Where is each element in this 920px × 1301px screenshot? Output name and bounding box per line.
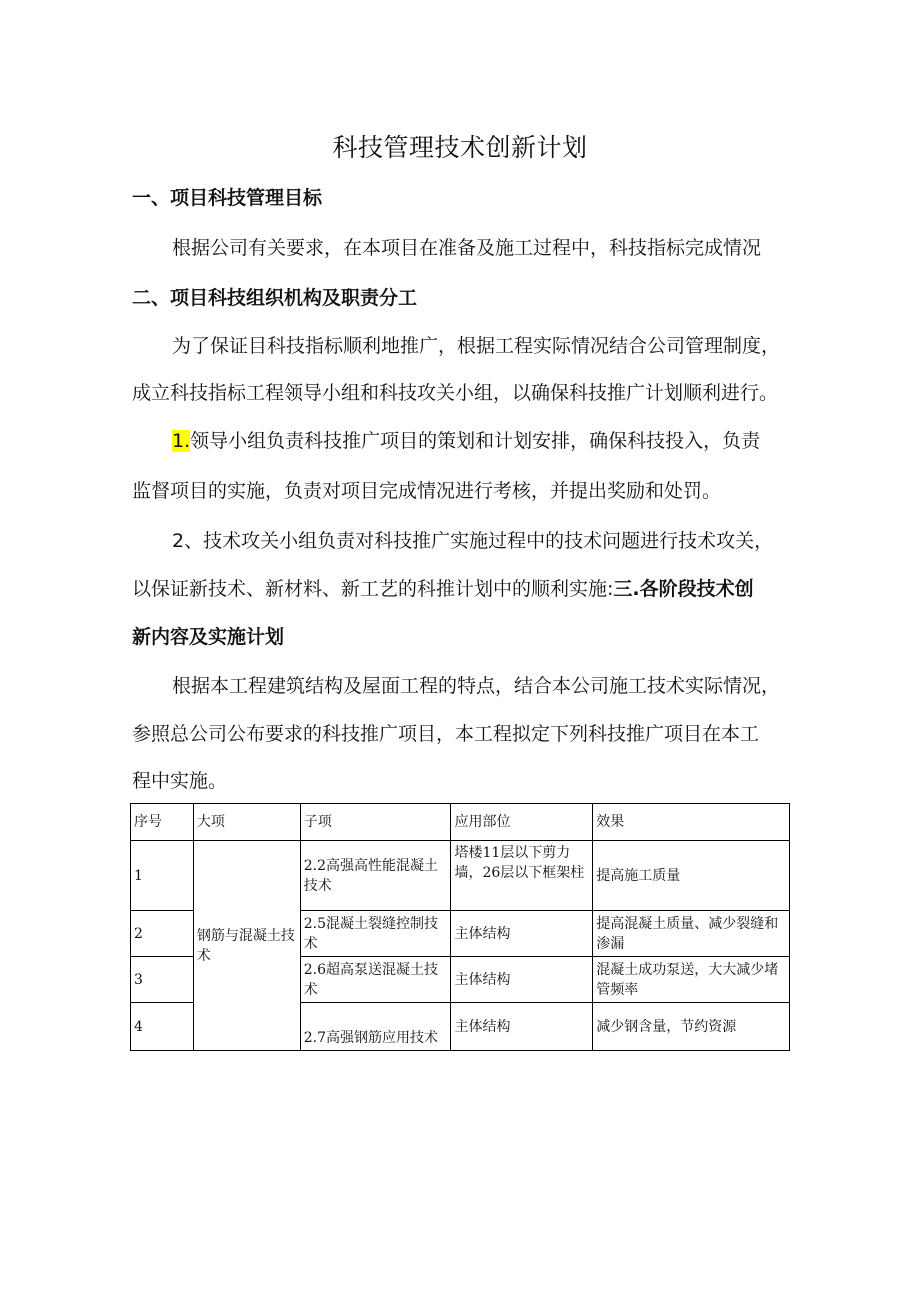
- header-no: 序号: [131, 804, 194, 841]
- table-header-row: [131, 804, 790, 841]
- item1-line2: 监督项目的实施，负责对项目完成情况进行考核，并提出奖励和处罚。: [132, 480, 722, 502]
- row-location: 主体结构: [451, 1003, 593, 1051]
- section3-line2: 参照总公司公布要求的科技推广项目，本工程拟定下列科技推广项目在本工: [132, 723, 760, 745]
- item2-line1: 2、技术攻关小组负责对科技推广实施过程中的技术问题进行技术攻关，: [172, 530, 774, 552]
- row-no: 1: [131, 841, 194, 911]
- row-subitem: 2.5混凝土裂缝控制技术: [300, 911, 451, 957]
- row-subitem: 2.6超高泵送混凝土技术: [300, 957, 451, 1003]
- item1-text: 领导小组负责科技推广项目的策划和计划安排，确保科技投入，负责: [190, 430, 761, 452]
- row-location: 塔楼11层以下剪力墙，26层以下框架柱: [451, 841, 593, 911]
- row-effect: 混凝土成功泵送，大大减少堵管频率: [593, 957, 790, 1003]
- row-effect: 提高施工质量: [593, 841, 790, 911]
- category-cell: 钢筋与混凝土技术: [193, 841, 300, 1051]
- tech-plan-table: [130, 803, 790, 1051]
- section3-line1: 根据本工程建筑结构及屋面工程的特点，结合本公司施工技术实际情况，: [172, 675, 781, 697]
- section2-paragraph-line1: 为了保证目科技指标顺利地推广，根据工程实际情况结合公司管理制度，: [172, 335, 781, 357]
- item2-line2: [132, 574, 754, 601]
- page-title: 科技管理技术创新计划: [332, 133, 588, 162]
- row-effect: 减少钢含量，节约资源: [593, 1003, 790, 1051]
- table-row: [131, 841, 790, 911]
- section1-heading: 一、项目科技管理目标: [132, 187, 323, 209]
- section3-heading-part2: 新内容及实施计划: [132, 626, 285, 648]
- row-effect: 提高混凝土质量、减少裂缝和渗漏: [593, 911, 790, 957]
- row-location: 主体结构: [451, 957, 593, 1003]
- row-subitem: 2.7高强钢筋应用技术: [300, 1003, 451, 1051]
- header-location: 应用部位: [451, 804, 593, 841]
- header-category: 大项: [193, 804, 300, 841]
- row-no: 4: [131, 1003, 194, 1051]
- row-no: 2: [131, 911, 194, 957]
- section1-paragraph: 根据公司有关要求，在本项目在准备及施工过程中，科技指标完成情况: [172, 237, 762, 259]
- section2-paragraph-line2: 成立科技指标工程领导小组和科技攻关小组，以确保科技推广计划顺利进行。: [132, 382, 779, 404]
- section2-heading: 二、项目科技组织机构及职责分工: [132, 287, 418, 309]
- row-location: 主体结构: [451, 911, 593, 957]
- row-no: 3: [131, 957, 194, 1003]
- section3-line3: 程中实施。: [132, 770, 228, 792]
- row-subitem: 2.2高强高性能混凝土技术: [300, 841, 451, 911]
- item1-line1: [172, 426, 760, 453]
- header-effect: 效果: [593, 804, 790, 841]
- section3-heading-part1: 三.各阶段技术创: [613, 578, 754, 600]
- item1-number: 1.: [172, 430, 191, 452]
- item2-text: 以保证新技术、新材料、新工艺的科推计划中的顺利实施:: [132, 578, 614, 600]
- header-subitem: 子项: [300, 804, 451, 841]
